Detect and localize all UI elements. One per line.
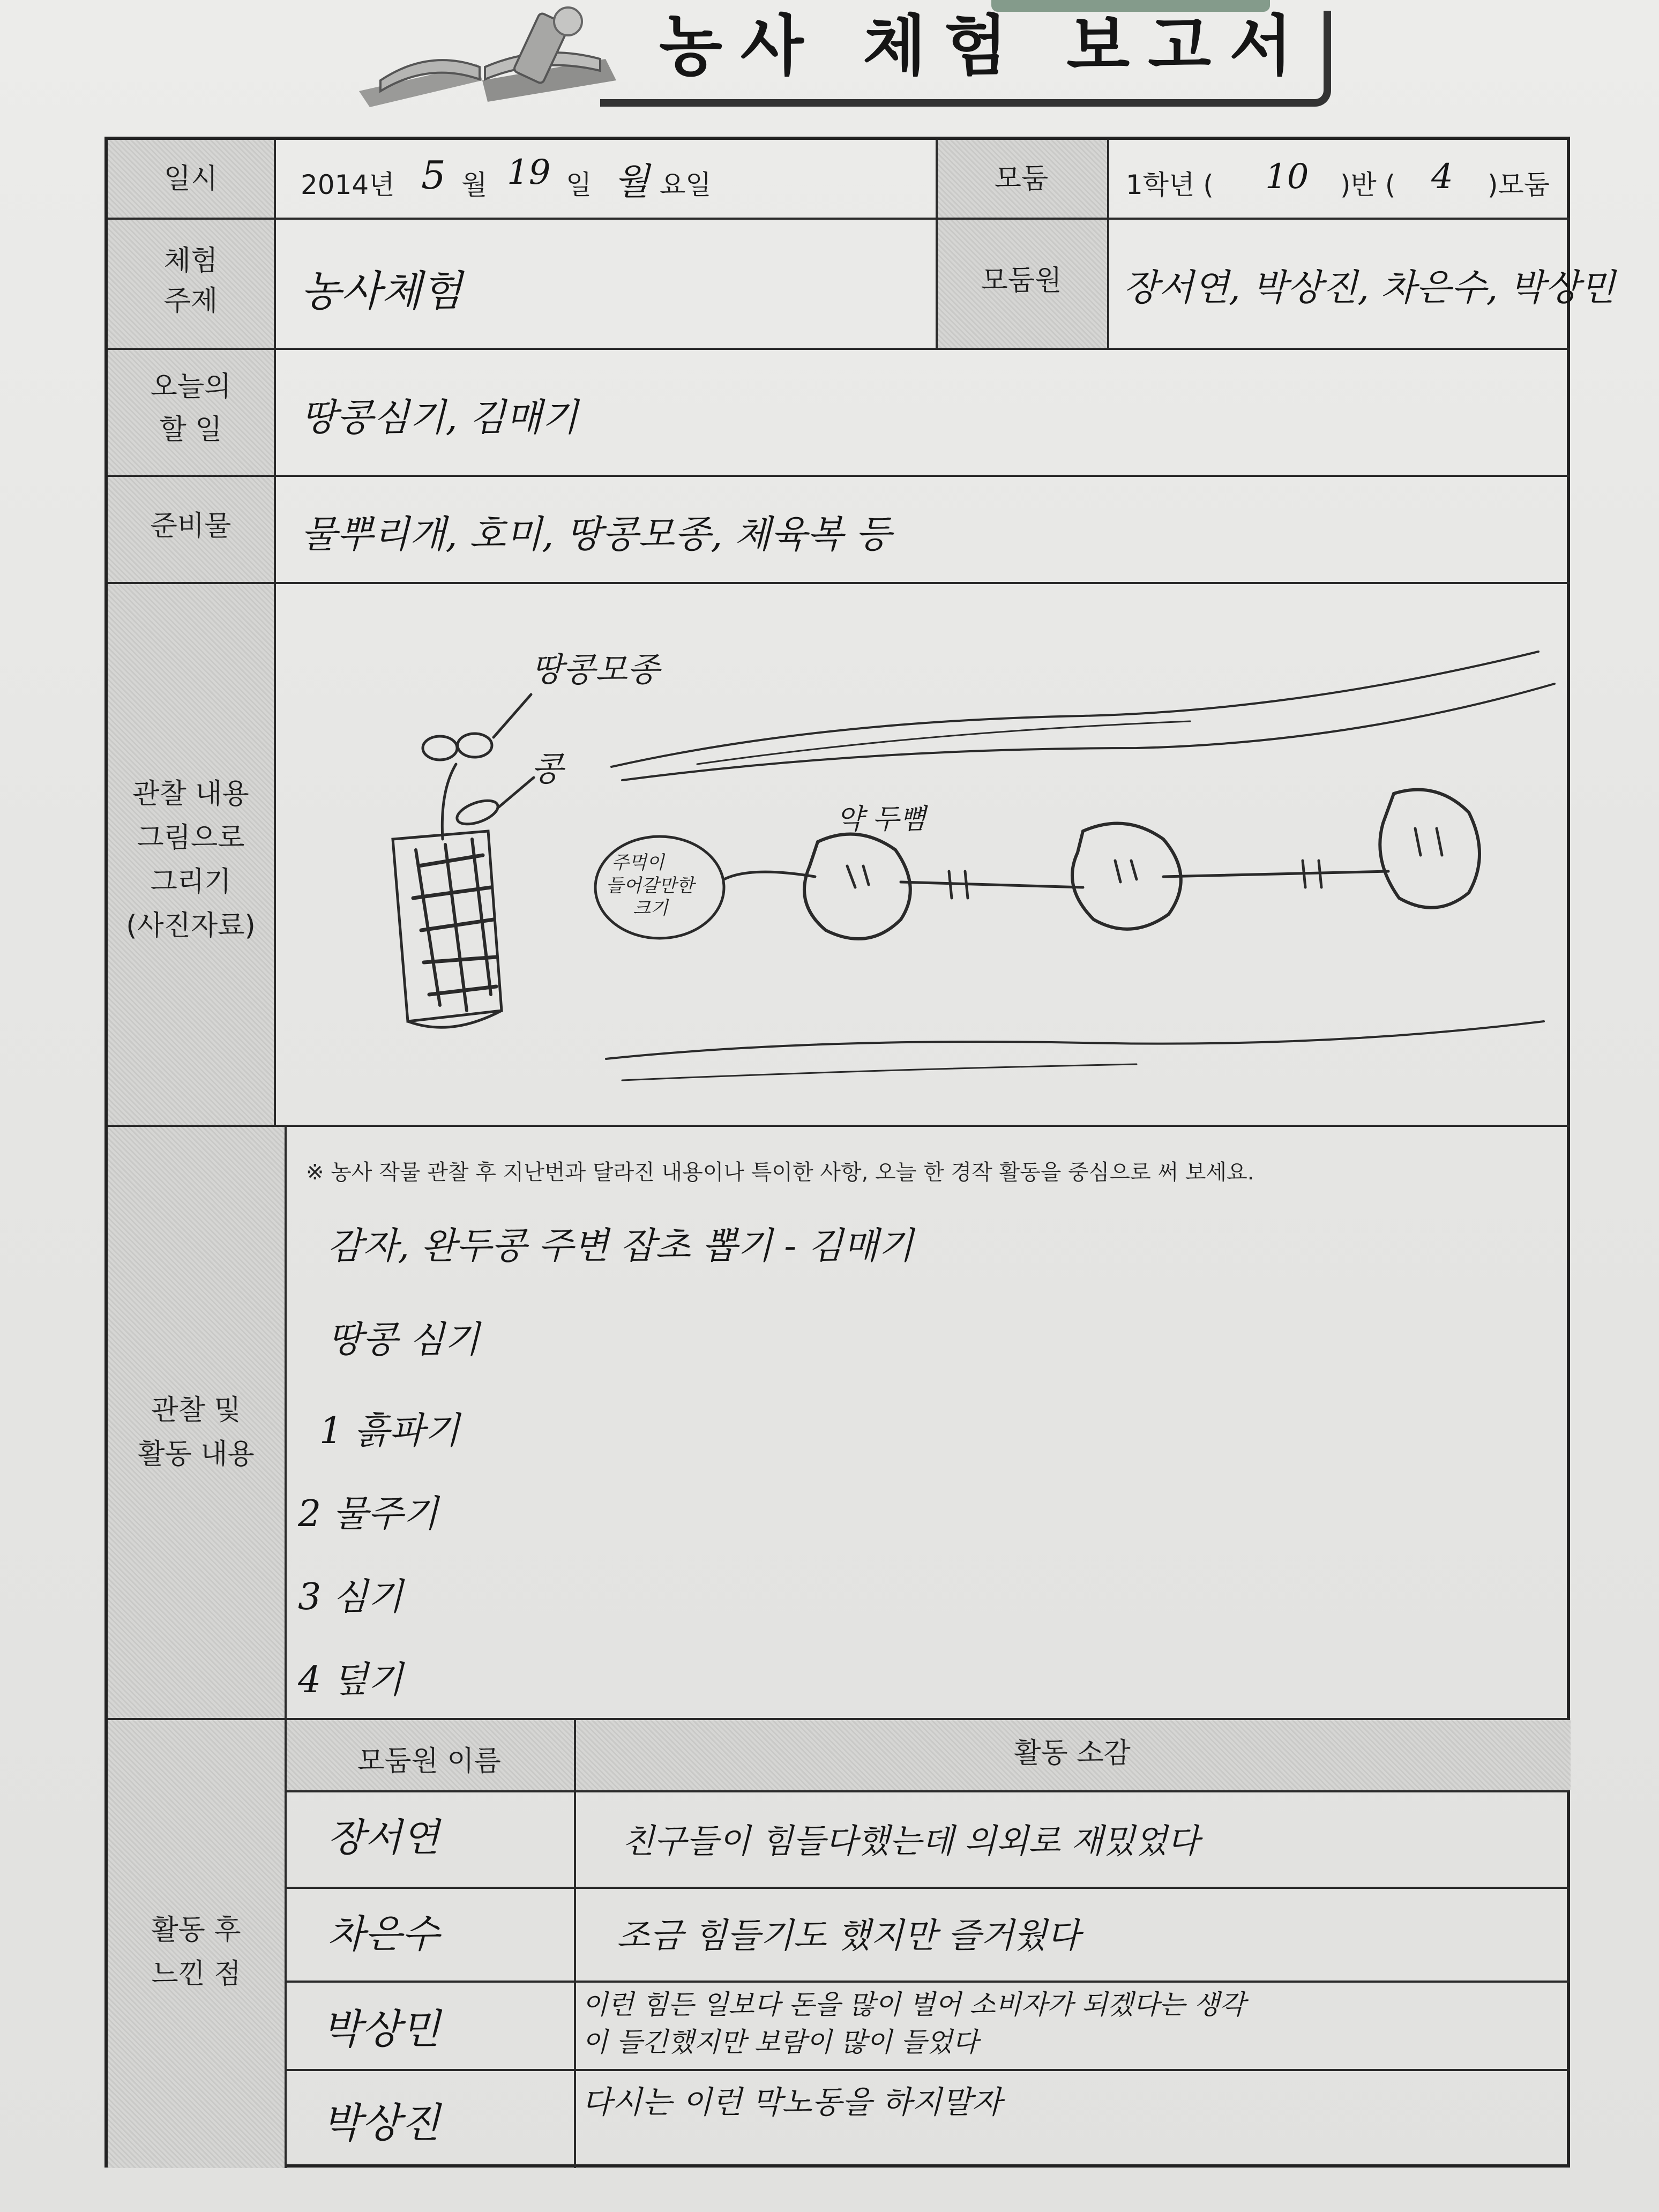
members-value[interactable]: 장서연, 박상진, 차은수, 박상민: [1123, 267, 1615, 309]
activity-label-line2: 활동 내용: [138, 1438, 255, 1470]
activity-line-4[interactable]: 2 물주기: [298, 1493, 438, 1535]
date-year: 2014년: [301, 169, 395, 200]
todo-label-line2: 할 일: [159, 414, 222, 446]
planting-sketch: [279, 587, 1565, 1120]
date-label: 일시: [163, 163, 218, 195]
member-comment-3-cont[interactable]: 이 들긴했지만 보람이 많이 들었다: [582, 2027, 978, 2058]
activity-line-3[interactable]: 1 흙파기: [319, 1410, 460, 1452]
group-number-value[interactable]: 4: [1431, 157, 1453, 197]
reflection-label-line2: 느낀 점: [151, 1958, 241, 1990]
activity-line-6[interactable]: 4 덮기: [298, 1659, 403, 1701]
group-class-value[interactable]: 10: [1265, 157, 1309, 197]
member-comment-4[interactable]: 다시는 이런 막노동을 하지말자: [582, 2084, 1002, 2120]
supplies-label: 준비물: [150, 510, 231, 542]
page-title: 농사 체험 보고서: [659, 8, 1311, 84]
topic-label-line2: 주제: [163, 285, 218, 317]
open-book-icon: [348, 0, 627, 113]
activity-instruction: ※ 농사 작물 관찰 후 지난번과 달라진 내용이나 특이한 사항, 오늘 한 경작 활동을 중심으로 써 보세요.: [306, 1160, 1254, 1185]
group-grade: 1학년 (: [1126, 169, 1214, 200]
member-comment-3[interactable]: 이런 힘든 일보다 돈을 많이 벌어 소비자가 되겠다는 생각: [582, 1989, 1246, 2020]
topic-value[interactable]: 농사체험: [301, 267, 462, 316]
date-month-value[interactable]: 5: [421, 153, 446, 198]
member-name-1[interactable]: 장서연: [327, 1815, 439, 1860]
member-name-2[interactable]: 차은수: [327, 1911, 439, 1956]
group-class-unit: )반 (: [1340, 169, 1396, 200]
member-comment-2[interactable]: 조금 힘들기도 했지만 즐거웠다: [617, 1916, 1080, 1956]
observe-label-line1: 관찰 내용: [132, 778, 249, 810]
activity-line-2[interactable]: 땅콩 심기: [327, 1319, 480, 1361]
date-day-value[interactable]: 19: [507, 153, 551, 192]
col-activity-comment: 활동 소감: [1014, 1737, 1131, 1769]
members-label: 모둠원: [981, 265, 1062, 297]
date-month-unit: 월: [461, 169, 488, 200]
group-number-unit: )모둠: [1488, 169, 1550, 200]
seedling-stem: [442, 764, 456, 839]
bean-label: 콩: [531, 749, 563, 788]
activity-line-1[interactable]: 감자, 완두콩 주변 잡초 뽑기 - 김매기: [327, 1225, 914, 1267]
label-column-shade-lower: [108, 1126, 285, 2168]
date-weekday-value[interactable]: 월: [614, 161, 649, 203]
activity-label-line1: 관찰 및: [151, 1394, 241, 1426]
observe-label-line2: 그림으로: [137, 822, 245, 854]
supplies-value[interactable]: 물뿌리개, 호미, 땅콩모종, 체육복 등: [301, 512, 892, 556]
observe-label-line3: 그리기: [150, 866, 231, 898]
report-form: [104, 137, 1615, 2168]
member-name-3[interactable]: 박상민: [322, 2005, 440, 2053]
member-name-4[interactable]: 박상진: [322, 2099, 440, 2147]
col-member-name: 모둠원 이름: [357, 1745, 501, 1777]
group-label: 모둠: [994, 163, 1049, 195]
observe-label-line4: (사진자료): [126, 910, 256, 942]
seedling-label: 땅콩모종: [531, 650, 660, 689]
date-day-unit: 일: [566, 169, 592, 200]
hole-label-line2: 들어갈만한: [606, 875, 694, 896]
spacing-label: 약 두뼘: [836, 803, 926, 835]
topic-label-line1: 체험: [163, 245, 218, 277]
todo-label-line1: 오늘의: [150, 371, 231, 403]
date-weekday-unit: 요일: [660, 169, 712, 200]
todo-value[interactable]: 땅콩심기, 김매기: [301, 395, 578, 439]
activity-line-5[interactable]: 3 심기: [298, 1576, 403, 1618]
member-comment-1[interactable]: 친구들이 힘들다했는데 의외로 재밌었다: [622, 1821, 1200, 1860]
hole-label-line1: 주먹이: [611, 852, 664, 873]
hole-label-line3: 크기: [633, 898, 668, 919]
reflection-label-line1: 활동 후: [151, 1914, 241, 1946]
